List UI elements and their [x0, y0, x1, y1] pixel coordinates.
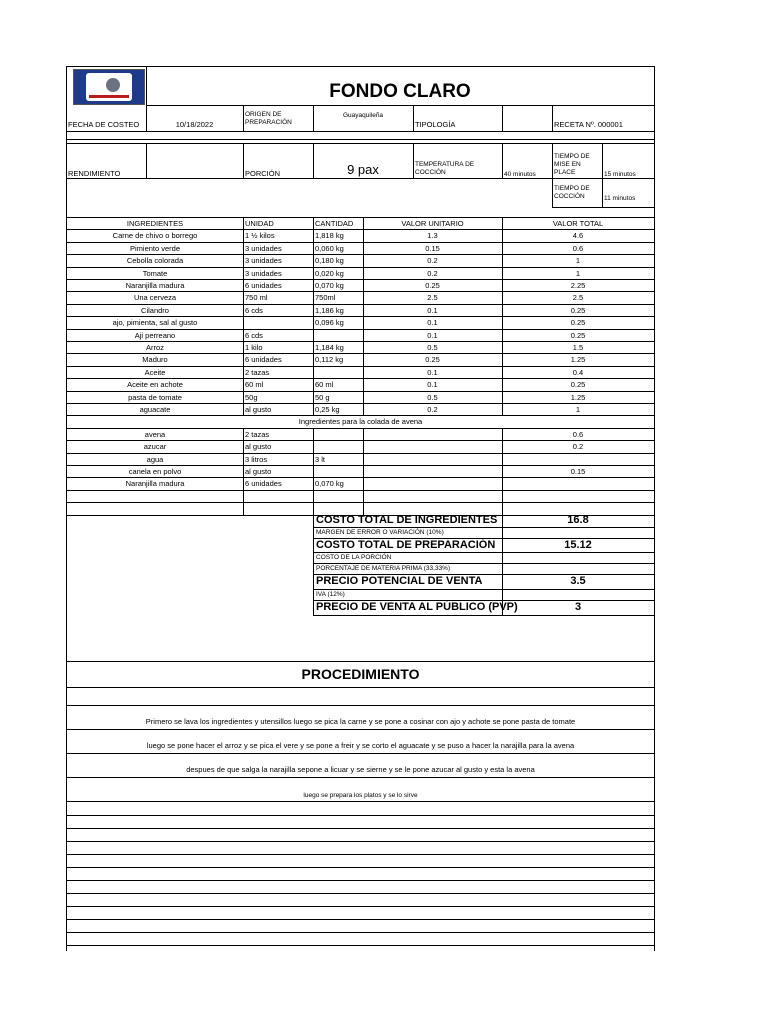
table-row-cell: agua — [146, 454, 164, 464]
table-row-cell: aguacate — [139, 405, 171, 414]
ingredients-table — [67, 217, 654, 513]
table-row-cell: 0.25 — [570, 330, 586, 340]
procedure-title: PROCEDIMIENTO — [301, 666, 420, 682]
receta-label: RECETA Nº. 000001 — [554, 120, 623, 129]
cost-label: COSTO DE LA PORCIÓN — [316, 554, 392, 561]
procedure-line: luego se pone hacer el arroz y se pica el vere y se pone a freir y se corto el aguacate y se puso a hacer la narajilla para la avena — [146, 741, 575, 750]
table-row-cell: 0.2 — [427, 268, 438, 278]
table-row-cell: 2.5 — [572, 293, 584, 303]
fecha-value: 10/18/2022 — [175, 120, 214, 129]
temperatura-value: 40 minutos — [504, 171, 536, 178]
table-row-cell: 1,818 kg — [315, 231, 344, 241]
table-row-cell: 6 cds — [245, 305, 263, 315]
coccion-value: 11 minutos — [604, 195, 636, 202]
table-row-cell: 0.2 — [427, 256, 438, 266]
table-row-cell: 0,060 kg — [315, 243, 344, 253]
section-label: Ingredientes para la colada de avena — [298, 417, 423, 427]
table-row-cell: 0.25 — [570, 305, 586, 315]
table-row-cell: 0.4 — [572, 367, 584, 377]
table-row-cell: 3 unidades — [245, 256, 282, 266]
table-row-cell: 0.2 — [427, 405, 438, 414]
table-row-cell: Una cerveza — [133, 293, 177, 303]
mise-value: 15 minutos — [604, 171, 636, 178]
column-header-cell: VALOR TOTAL — [552, 219, 604, 228]
table-row-cell: 1 kilo — [245, 343, 263, 352]
table-row-cell: 750ml — [315, 293, 336, 303]
table-row-cell: 0,070 kg — [315, 479, 344, 489]
origen-value: Guayaquileña — [342, 112, 384, 119]
table-row-cell: 60 ml — [245, 380, 264, 390]
column-header-cell: CANTIDAD — [315, 219, 354, 228]
table-row-cell: Maduro — [142, 355, 168, 365]
column-header-cell: UNIDAD — [245, 219, 274, 228]
table-row-cell: 0.1 — [427, 330, 438, 340]
mise-label: TIEMPO DE MISE EN PLACE — [554, 153, 590, 176]
procedure-line: despues de que salga la narajilla sepone a licuar y se sierne y se le pone azucar al gusto y esta la avena — [186, 765, 535, 774]
table-row-cell: 0,096 kg — [315, 318, 344, 328]
table-row-cell: 0.2 — [572, 442, 584, 452]
table-row-cell: 750 ml — [245, 293, 268, 303]
table-row-cell: 6 cds — [245, 330, 263, 340]
table-row-cell: 0.5 — [427, 343, 438, 352]
table-row-cell: 6 unidades — [245, 281, 282, 290]
table-row-cell: avena — [144, 429, 166, 439]
recipe-sheet — [66, 66, 655, 951]
table-row-cell: 0,070 kg — [315, 281, 344, 290]
cost-value: 16.8 — [567, 514, 589, 526]
table-row-cell: 1 — [575, 268, 581, 278]
table-row-cell: 1.5 — [572, 343, 584, 352]
table-row-cell: Naranjilla madura — [125, 281, 185, 290]
table-row-cell: ajo, pimienta, sal al gusto — [112, 318, 198, 328]
table-row-cell: 0.15 — [570, 467, 586, 476]
table-row-cell: 2 tazas — [245, 429, 270, 439]
table-row-cell: 0.1 — [427, 380, 438, 390]
cost-value: 3 — [574, 601, 582, 613]
coccion-label: TIEMPO DE COCCIÓN — [554, 185, 590, 200]
column-header-cell: INGREDIENTES — [126, 219, 184, 228]
table-row-cell: 3 litros — [245, 454, 268, 464]
table-row-cell: 1.3 — [427, 231, 438, 241]
tipologia-label: TIPOLOGÍA — [415, 120, 456, 129]
porcion-label: PORCIÓN — [245, 169, 281, 178]
procedure-text — [67, 705, 654, 951]
table-row-cell: Tomate — [142, 268, 168, 278]
table-row-cell: Cebolla colorada — [126, 256, 184, 266]
table-row-cell: 0.5 — [427, 392, 438, 402]
table-row-cell: 1 — [575, 405, 581, 414]
cost-value: 15.12 — [564, 539, 592, 551]
table-row-cell: 50g — [245, 392, 258, 402]
table-row-cell: Aceite — [144, 367, 166, 377]
table-row-cell: 0.15 — [425, 243, 440, 253]
table-row-cell: 0.1 — [427, 318, 438, 328]
table-row-cell: azucar — [143, 442, 167, 452]
table-row-cell: 3 unidades — [245, 268, 282, 278]
table-row-cell: 0.1 — [427, 305, 438, 315]
cost-summary — [67, 513, 654, 628]
table-row-cell: Aceite en achote — [127, 380, 183, 390]
procedure-line: luego se prepara los platos y se lo sirve — [303, 792, 418, 799]
table-row-cell: 0,180 kg — [315, 256, 344, 266]
table-row-cell: 0.25 — [570, 380, 586, 390]
table-row-cell: 1.25 — [570, 392, 586, 402]
table-row-cell: 0.25 — [425, 355, 440, 365]
table-row-cell: 0,25 kg — [315, 405, 340, 414]
table-row-cell: Naranjilla madura — [125, 479, 185, 489]
table-row-cell: 0.6 — [572, 429, 584, 439]
cost-label: PRECIO DE VENTA AL PÚBLICO (PVP) — [316, 601, 518, 613]
table-row-cell: 2.5 — [427, 293, 438, 303]
table-row-cell: 1.25 — [570, 355, 586, 365]
temperatura-label: TEMPERATURA DE COCCIÓN — [415, 161, 475, 176]
table-row-cell: Carne de chivo o borrego — [112, 231, 198, 241]
origen-label: ORIGEN DE PREPARACIÓN — [245, 111, 292, 126]
table-row-cell: pasta de tomate — [128, 392, 182, 402]
table-row-cell: 60 ml — [315, 380, 334, 390]
table-row-cell: 1 ½ kilos — [245, 231, 275, 241]
porcion-value: 9 pax — [347, 162, 379, 177]
table-row-cell: Aji perreano — [134, 330, 176, 340]
cost-label: COSTO TOTAL DE INGREDIENTES — [316, 514, 498, 526]
table-row-cell: 1,186 kg — [315, 305, 344, 315]
table-row-cell: 3 unidades — [245, 243, 282, 253]
table-row-cell: Arroz — [146, 343, 164, 352]
column-header-cell: VALOR UNITARIO — [401, 219, 464, 228]
table-row-cell: 4.6 — [572, 231, 584, 241]
table-row-cell: 6 unidades — [245, 479, 282, 489]
table-row-cell: Cilandro — [141, 305, 169, 315]
table-row-cell: al gusto — [245, 467, 272, 476]
cost-value: 3.5 — [570, 575, 586, 587]
table-row-cell: canela en polvo — [128, 467, 182, 476]
table-row-cell: 0.6 — [572, 243, 584, 253]
procedure-line: Primero se lava los ingredientes y utensillos luego se pica la carne y se pone a cosinar con ajo y achote se pone pasta de tomate — [145, 717, 576, 726]
cost-label: MARGEN DE ERROR O VARIACIÓN (10%) — [316, 529, 444, 536]
table-row-cell: 1 — [575, 256, 581, 266]
table-row-cell: 3 lt — [315, 454, 326, 464]
table-row-cell: 1,184 kg — [315, 343, 344, 352]
table-row-cell: 0.25 — [425, 281, 440, 290]
recipe-title: FONDO CLARO — [329, 81, 471, 102]
table-row-cell: al gusto — [245, 405, 272, 414]
fecha-label: FECHA DE COSTEO — [68, 120, 140, 129]
table-row-cell: 2.25 — [570, 281, 586, 290]
rendimiento-label: RENDIMIENTO — [68, 169, 121, 178]
institution-logo — [73, 69, 145, 105]
cost-label: COSTO TOTAL DE PREPARACIÓN — [316, 539, 496, 551]
cost-label: PORCENTAJE DE MATERIA PRIMA (33,33%) — [316, 565, 451, 572]
table-row-cell: 0,112 kg — [315, 355, 344, 365]
table-row-cell: 50 g — [315, 392, 330, 402]
table-row-cell: 6 unidades — [245, 355, 282, 365]
table-row-cell: 0.25 — [570, 318, 586, 328]
table-row-cell: 0.1 — [427, 367, 438, 377]
table-row-cell: al gusto — [245, 442, 272, 452]
table-row-cell: 2 tazas — [245, 367, 270, 377]
table-row-cell: Pimiento verde — [129, 243, 181, 253]
cost-label: IVA (12%) — [316, 591, 345, 598]
table-row-cell: 0,020 kg — [315, 268, 344, 278]
cost-label: PRECIO POTENCIAL DE VENTA — [316, 575, 483, 587]
